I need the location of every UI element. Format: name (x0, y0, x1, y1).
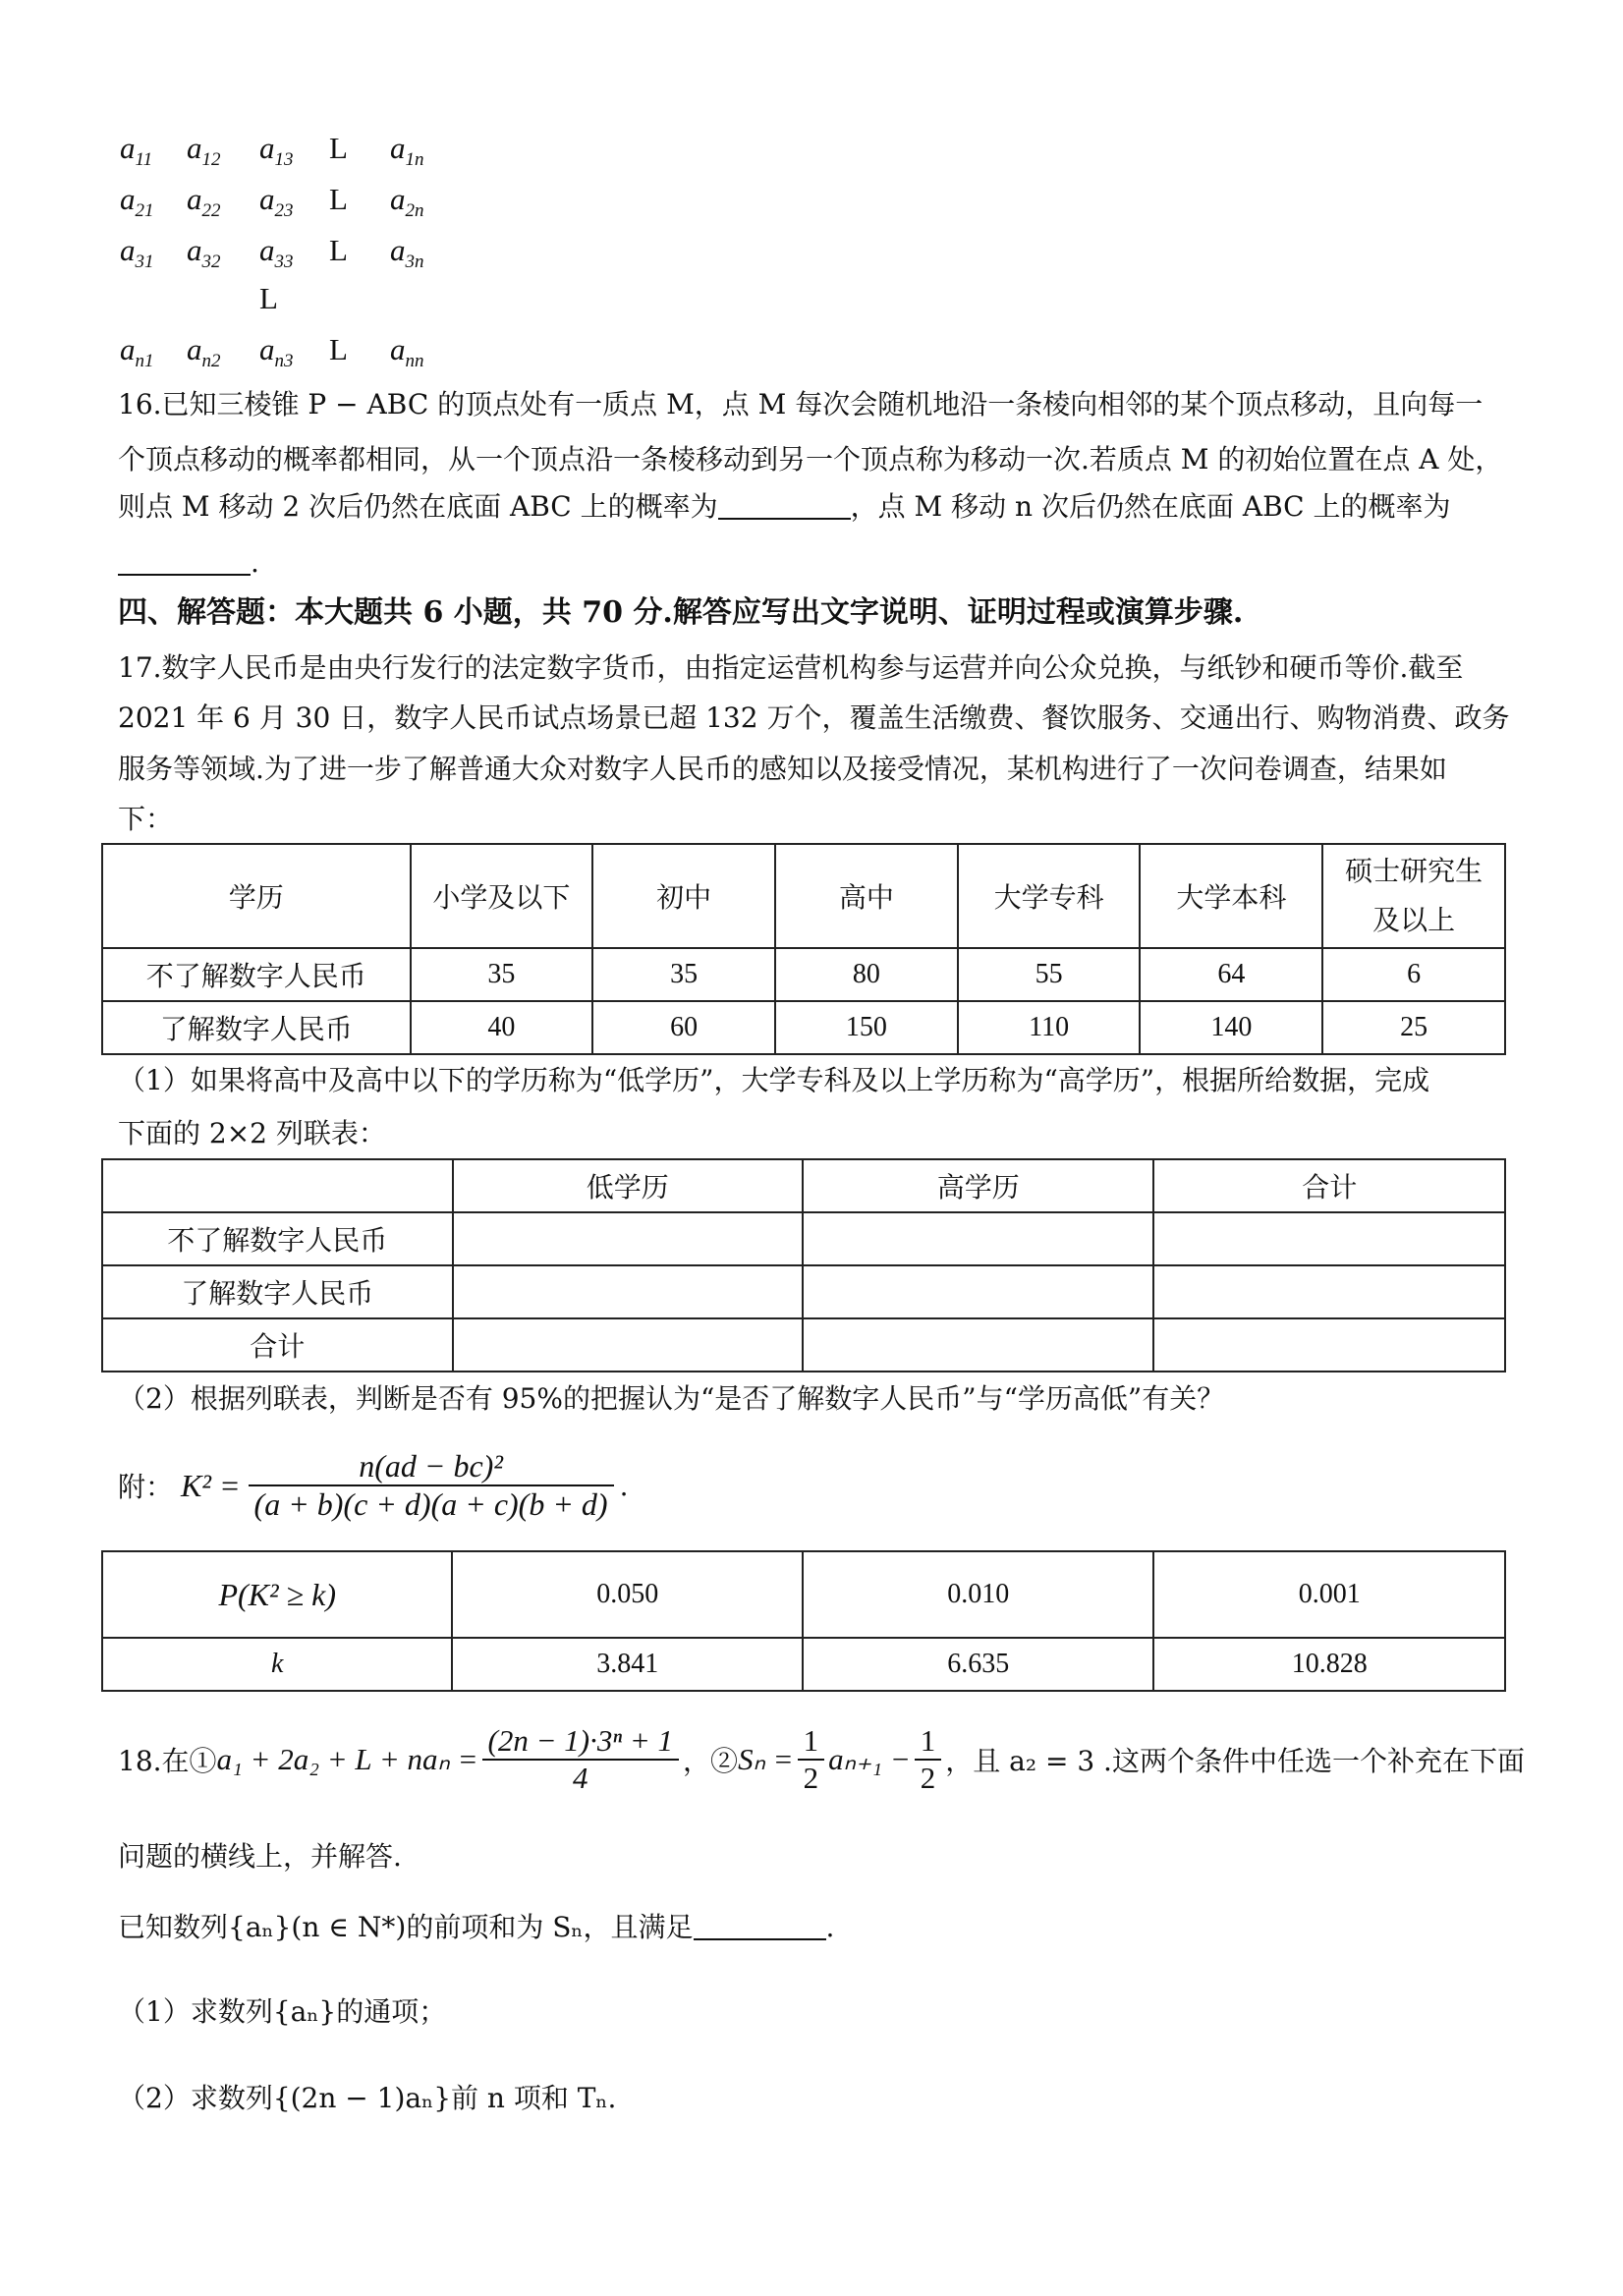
q17-line3: 服务等领域.为了进一步了解普通大众对数字人民币的感知以及接受情况，某机构进行了一次问卷调查，结果如 (118, 753, 1447, 785)
q18-line3 (118, 1900, 1513, 1955)
q18-text: ，且 a₂ = 3 .这两个条件中任选一个补充在下面 (945, 1745, 1525, 1777)
q18-line2: 问题的横线上，并解答. (118, 1840, 402, 1873)
half-fraction (798, 1723, 825, 1796)
answer-blank[interactable] (118, 544, 251, 576)
table-cell: 40 (411, 1001, 593, 1054)
table-cell: 了解数字人民币 (102, 1001, 411, 1054)
empty-cell[interactable] (1153, 1318, 1505, 1372)
matrix-entry: $a_{1n}$ (390, 131, 424, 171)
table-header (1322, 844, 1505, 948)
matrix-ellipsis: L (329, 131, 348, 165)
table-cell: 64 (1140, 948, 1322, 1001)
table-cell: 了解数字人民币 (102, 1265, 453, 1318)
q16-text: 则点 M 移动 2 次后仍然在底面 ABC 上的概率为 (118, 490, 718, 523)
matrix-entry: $a_{nn}$ (390, 332, 424, 372)
fraction-numerator: 1 (915, 1723, 942, 1761)
q17-part1-line2: 下面的 2×2 列联表： (118, 1117, 386, 1149)
matrix-entry: $a_{n1}$ (120, 332, 154, 372)
matrix-entry: $a_{2n}$ (390, 182, 424, 222)
formula-numerator: n(ad − bc)² (249, 1448, 614, 1486)
table-row (102, 1001, 1505, 1054)
header-line: 及以上 (1372, 904, 1456, 936)
table-cell: 25 (1322, 1001, 1505, 1054)
matrix-ellipsis: L (259, 281, 278, 315)
table-row (102, 1265, 1505, 1318)
table-cell: 110 (958, 1001, 1141, 1054)
header-line: 硕士研究生 (1345, 855, 1483, 887)
matrix-entry: $a_{n2}$ (187, 332, 221, 372)
table-row (102, 1318, 1505, 1372)
q16-line2: 个顶点移动的概率都相同，从一个顶点沿一条棱移动到另一个顶点称为移动一次.若质点 M 的初始位置在点 A 处， (118, 443, 1503, 476)
table-cell: 6.635 (803, 1638, 1153, 1691)
table-cell: 6 (1322, 948, 1505, 1001)
table-row (102, 1638, 1505, 1691)
q16-text: . (251, 546, 259, 579)
table-row (102, 1212, 1505, 1265)
table-cell: 55 (958, 948, 1141, 1001)
table-cell: 0.010 (803, 1551, 1153, 1638)
q16-line3 (118, 479, 1513, 534)
q18-text: 已知数列{aₙ}(n ∈ N*)的前项和为 Sₙ，且满足 (118, 1911, 694, 1943)
table-cell: 0.050 (452, 1551, 802, 1638)
matrix-entry: $a_{21}$ (120, 182, 154, 222)
fraction-denominator: 2 (920, 1761, 936, 1795)
table-header: k (102, 1638, 452, 1691)
empty-cell[interactable] (803, 1318, 1153, 1372)
q18-text: ，② (683, 1745, 739, 1777)
table-cell: 35 (592, 948, 775, 1001)
q17-part2: （2）根据列联表，判断是否有 95%的把握认为“是否了解数字人民币”与“学历高低”有关？ (118, 1382, 1225, 1415)
table-header (102, 1159, 453, 1212)
matrix-entry: $a_{31}$ (120, 233, 154, 273)
q18-text: 18.在① (118, 1745, 217, 1777)
condition-2: Sₙ = (738, 1742, 794, 1776)
table-cell: 10.828 (1153, 1638, 1505, 1691)
q18-part2: （2）求数列{(2n − 1)aₙ}前 n 项和 Tₙ. (118, 2082, 617, 2114)
empty-cell[interactable] (1153, 1265, 1505, 1318)
formula-fraction (249, 1448, 614, 1523)
table-header: 学历 (102, 844, 411, 948)
empty-cell[interactable] (453, 1265, 804, 1318)
contingency-table (101, 1158, 1506, 1372)
matrix-entry: $a_{n3}$ (259, 332, 294, 372)
table-row (102, 1551, 1505, 1638)
q16-line1: 16.已知三棱锥 P − ABC 的顶点处有一质点 M，点 M 每次会随机地沿一条棱向相邻的某个顶点移动，且向每一 (118, 388, 1483, 420)
formula-lhs: K² = (181, 1467, 241, 1503)
table-cell: 合计 (102, 1318, 453, 1372)
table-cell: 140 (1140, 1001, 1322, 1054)
matrix-ellipsis: L (329, 332, 348, 366)
table-cell: 3.841 (452, 1638, 802, 1691)
fraction-numerator: (2n − 1)·3ⁿ + 1 (482, 1723, 680, 1761)
empty-cell[interactable] (803, 1212, 1153, 1265)
critical-value-table (101, 1550, 1506, 1692)
empty-cell[interactable] (803, 1265, 1153, 1318)
answer-blank[interactable] (694, 1909, 826, 1940)
fraction-denominator: 4 (573, 1761, 588, 1795)
table-header: 大学本科 (1140, 844, 1322, 948)
appendix-label: 附： (118, 1471, 174, 1503)
fraction-denominator: 2 (803, 1761, 819, 1795)
table-row (102, 948, 1505, 1001)
table-cell: 0.001 (1153, 1551, 1505, 1638)
table-cell: 不了解数字人民币 (102, 1212, 453, 1265)
half-fraction (915, 1723, 942, 1796)
matrix-ellipsis: L (329, 182, 348, 216)
matrix-entry: $a_{33}$ (259, 233, 294, 273)
table-header: P(K² ≥ k) (102, 1551, 452, 1638)
q16-text: ，点 M 移动 n 次后仍然在底面 ABC 上的概率为 (850, 490, 1451, 523)
matrix-entry: $a_{23}$ (259, 182, 294, 222)
q18-line1 (118, 1709, 1523, 1810)
q17-part1-line1: （1）如果将高中及高中以下的学历称为“低学历”，大学专科及以上学历称为“高学历”，根据所给数据，完成 (118, 1064, 1430, 1096)
empty-cell[interactable] (453, 1212, 804, 1265)
formula-denominator: (a + b)(c + d)(a + c)(b + d) (253, 1486, 608, 1522)
q17-line2: 2021 年 6 月 30 日，数字人民币试点场景已超 132 万个，覆盖生活缴费、餐饮服务、交通出行、购物消费、政务 (118, 701, 1510, 734)
table-header: 初中 (592, 844, 775, 948)
table-header: 合计 (1153, 1159, 1505, 1212)
table-header: 大学专科 (958, 844, 1141, 948)
condition-2: aₙ₊₁ − (828, 1742, 911, 1776)
condition-1-fraction (482, 1723, 680, 1796)
table-cell: 80 (775, 948, 958, 1001)
fraction-numerator: 1 (798, 1723, 825, 1761)
k-squared-formula: 附： K² = $\frac{\text{n(ad − bc)²}}{(a + b)(c + d)(a + c)(b + d)}$ . (118, 1448, 629, 1522)
empty-cell[interactable] (1153, 1212, 1505, 1265)
matrix-entry: $a_{12}$ (187, 131, 221, 171)
matrix-entry: $a_{13}$ (259, 131, 294, 171)
matrix-ellipsis: L (329, 233, 348, 267)
section-heading: 四、解答题：本大题共 6 小题，共 70 分.解答应写出文字说明、证明过程或演算步骤. (118, 595, 1244, 630)
table-cell: 不了解数字人民币 (102, 948, 411, 1001)
answer-blank[interactable] (718, 488, 851, 520)
matrix-entry: $a_{32}$ (187, 233, 221, 273)
table-header: 高中 (775, 844, 958, 948)
matrix-entry: $a_{3n}$ (390, 233, 424, 273)
table-cell: 60 (592, 1001, 775, 1054)
empty-cell[interactable] (453, 1318, 804, 1372)
matrix-entry: $a_{11}$ (120, 131, 153, 171)
q17-line4: 下： (118, 803, 174, 835)
matrix-entry: $a_{22}$ (187, 182, 221, 222)
table-row (102, 1159, 1505, 1212)
table-cell: 150 (775, 1001, 958, 1054)
table-header: 高学历 (803, 1159, 1153, 1212)
condition-1: a₁ + 2a₂ + L + naₙ = (216, 1742, 478, 1776)
q18-part1: （1）求数列{aₙ}的通项； (118, 1995, 447, 2028)
table-header: 低学历 (453, 1159, 804, 1212)
survey-table (101, 843, 1506, 1055)
table-cell: 35 (411, 948, 593, 1001)
q17-line1: 17.数字人民币是由央行发行的法定数字货币，由指定运营机构参与运营并向公众兑换，与纸钞和硬币等价.截至 (118, 651, 1464, 684)
q18-text: . (825, 1911, 835, 1943)
q16-line4 (118, 535, 1513, 590)
table-header: 小学及以下 (411, 844, 593, 948)
